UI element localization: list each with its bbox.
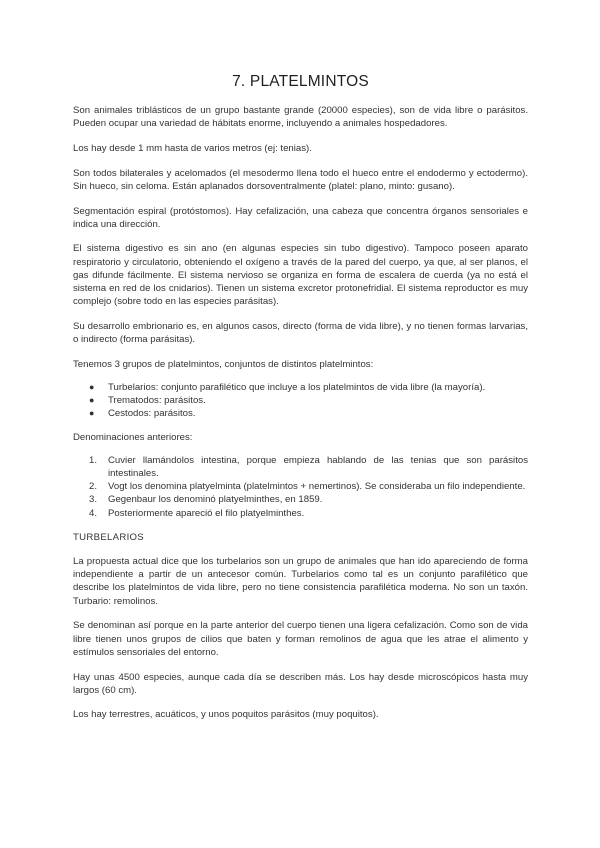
document-content bbox=[73, 73, 528, 733]
list-item-text: Turbelarios: conjunto parafilético que incluye a los platelmintos de vida libre (la mayoría). bbox=[108, 381, 486, 393]
paragraph: La propuesta actual dice que los turbelarios son un grupo de animales que han ido apareciendo de forma independiente a partir de un antecesor común. Turbelarios como tal es un conjunto parafilético que describe los platelmintos de vida libre, pero no tiene consistencia parafilética moderna. No son un taxón. Turbario: remolinos. bbox=[73, 556, 528, 607]
list-item bbox=[73, 480, 528, 493]
paragraph: Los hay desde 1 mm hasta de varios metros (ej: tenias). bbox=[73, 142, 312, 154]
list-item bbox=[73, 493, 528, 506]
list-item-text: Cuvier llamándolos intestina, porque empieza hablando de las tenias que son parásitos intestinales. bbox=[108, 454, 528, 480]
paragraph: Los hay terrestres, acuáticos, y unos poquitos parásitos (muy poquitos). bbox=[73, 709, 379, 721]
bullet-icon: ● bbox=[89, 407, 95, 418]
list-item-text: Posteriormente apareció el filo platyelminthes. bbox=[108, 507, 305, 519]
paragraph: Son animales triblásticos de un grupo bastante grande (20000 especies), son de vida libre o parásitos. Pueden ocupar una variedad de hábitats enorme, incluyendo a animales hospedadores. bbox=[73, 105, 528, 130]
list-item-text: Cestodos: parásitos. bbox=[108, 407, 196, 419]
list-item bbox=[73, 407, 528, 420]
page-title: 7. PLATELMINTOS bbox=[232, 73, 369, 90]
paragraph: Segmentación espiral (protóstomos). Hay cefalización, una cabeza que concentra órganos sensoriales e indica una dirección. bbox=[73, 205, 528, 230]
bullet-icon: ● bbox=[89, 394, 95, 405]
list-item bbox=[73, 507, 528, 520]
paragraph: El sistema digestivo es sin ano (en algunas especies sin tubo digestivo). Tampoco poseen aparato respiratorio y circulatorio, obteniendo el oxígeno a través de la pared del cuerpo, ya que, al ser planos, el gas difunde fácilmente. El sistema nervioso se organiza en forma de escalera de cuerda (ya no está el sistema en red de los cnidarios). Tienen un sistema excretor protonefridial. El sistema reproductor es muy complejo (sobre todo en las especies parásitas). bbox=[73, 243, 528, 308]
bullet-icon: ● bbox=[89, 381, 95, 392]
paragraph: Su desarrollo embrionario es, en algunos casos, directo (forma de vida libre), y no tienen formas larvarias, o indirecto (forma parásitas). bbox=[73, 320, 528, 346]
list-item bbox=[73, 381, 528, 394]
section-title: TURBELARIOS bbox=[73, 531, 145, 543]
list-number: 2. bbox=[89, 481, 98, 493]
list-item bbox=[73, 394, 528, 407]
paragraph: Tenemos 3 grupos de platelmintos, conjuntos de distintos platelmintos: bbox=[73, 358, 374, 370]
list-number: 4. bbox=[89, 507, 98, 519]
list-item-text: Vogt los denomina platyelminta (platelmintos + nemertinos). Se consideraba un filo independiente. bbox=[108, 481, 526, 493]
list-item-text: Trematodos: parásitos. bbox=[108, 394, 206, 406]
list-item bbox=[73, 454, 528, 480]
paragraph: Hay unas 4500 especies, aunque cada día se describen más. Los hay desde microscópicos hasta muy largos (60 cm). bbox=[73, 671, 528, 696]
paragraph: Son todos bilaterales y acelomados (el mesodermo llena todo el hueco entre el endodermo y ectodermo). Sin hueco, sin celoma. Están aplanados dorsoventralmente (platel: plano, minto: gusano). bbox=[73, 167, 528, 192]
list-number: 1. bbox=[89, 454, 98, 466]
paragraph: Se denominan así porque en la parte anterior del cuerpo tienen una ligera cefalización. Como son de vida libre tienen unos grupos de cilios que baten y forman remolinos de agua que les atrae el alimento y estímulos sensoriales del entorno. bbox=[73, 620, 528, 658]
list-number: 3. bbox=[89, 494, 98, 506]
denominations-list bbox=[73, 454, 528, 520]
groups-list bbox=[73, 381, 528, 421]
denominations-heading: Denominaciones anteriores: bbox=[73, 432, 193, 444]
list-item-text: Gegenbaur los denominó platyelminthes, en 1859. bbox=[108, 494, 323, 506]
